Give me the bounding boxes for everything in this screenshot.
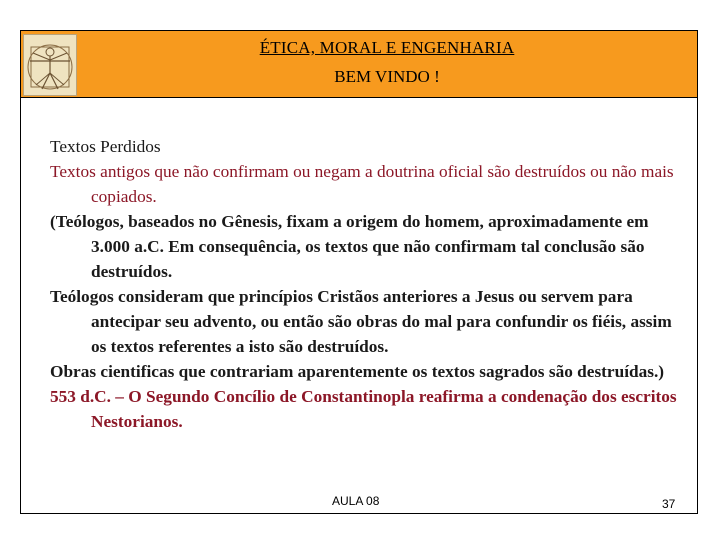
nestorian-text: dos escritos Nestorianos. [91,387,677,431]
header-title: ÉTICA, MORAL E ENGENHARIA [259,38,515,57]
slide-body [50,134,690,434]
page-number: 37 [662,497,676,511]
paragraph-christian-principles: Teólogos consideram que princípios Cristãos anteriores a Jesus ou servem para antecipar seu advento, ou então são obras do mal para confundir os fiéis, assim os textos referentes a isto são destruídos. [50,287,672,356]
section-heading: Textos Perdidos [50,137,161,156]
footer-label: AULA 08 [332,494,380,508]
paragraph-council-constantinople [50,384,690,434]
paragraph-lost-texts: Textos antigos que não confirmam ou negam a doutrina oficial são destruídos ou não mais copiados. [50,162,674,206]
header-subtitle: BEM VINDO ! [334,67,440,86]
vitruvian-man-icon [23,34,77,96]
council-date-text: 553 d.C. – O Segundo Concílio de Constantinopla reafirma a [50,387,501,406]
condemnation-text: condenação [500,387,588,406]
paragraph-scientific-works: Obras cientificas que contrariam aparentemente os textos sagrados são destruídas.) [50,362,665,381]
paragraph-theologians-genesis: (Teólogos, baseados no Gênesis, fixam a origem do homem, aproximadamente em 3.000 a.C. Em consequência, os textos que não confirmam tal conclusão são destruídos. [50,212,649,281]
